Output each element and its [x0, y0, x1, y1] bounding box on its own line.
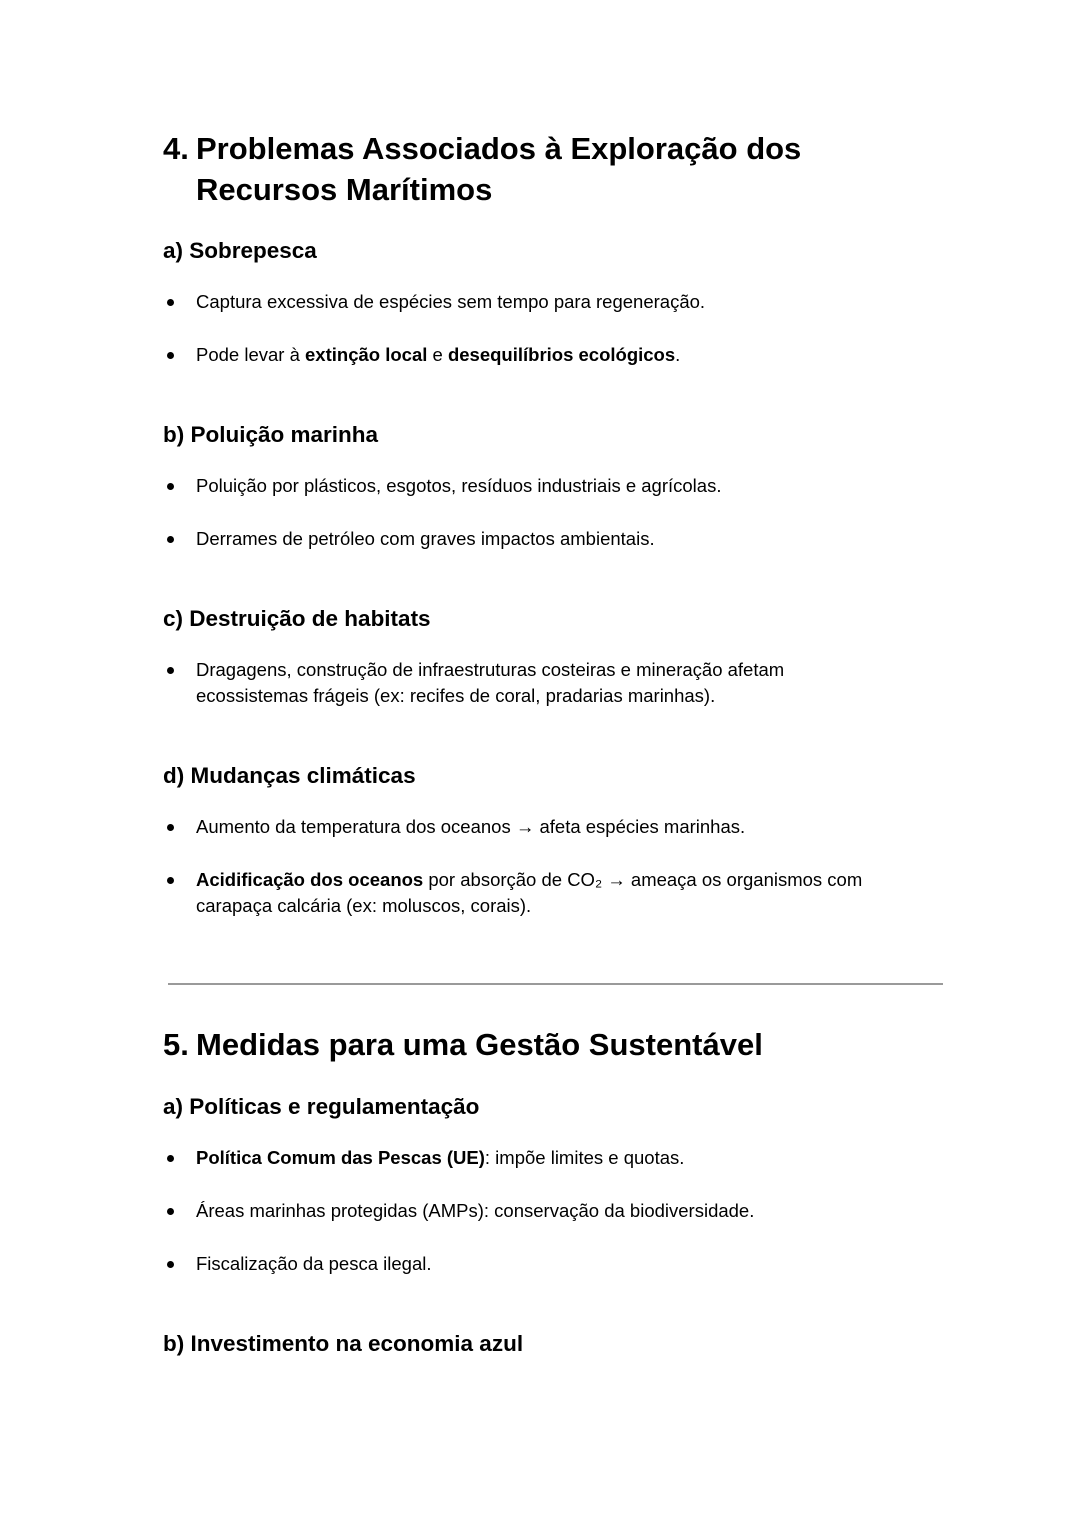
text-line: carapaça calcária (ex: moluscos, corais). [196, 895, 532, 916]
list-item [163, 1251, 963, 1277]
list-item [163, 289, 963, 315]
section-4-title-line1: Problemas Associados à Exploração dos [196, 131, 802, 166]
bold-term-acidificacao: Acidificação dos oceanos [196, 869, 424, 890]
text-run: por absorção de CO₂ → ameaça os organismos com [423, 869, 863, 890]
text-run: e [427, 344, 448, 365]
list-item-text [196, 867, 862, 919]
bold-term-desequilibrios: desequilíbrios ecológicos [447, 344, 676, 365]
text-run: : impõe limites e quotas. [484, 1147, 685, 1168]
list-item [163, 1145, 963, 1171]
subsection-heading-mudancas: d) Mudanças climáticas [163, 763, 416, 788]
list-item [163, 814, 963, 840]
list-item-text: Poluição por plásticos, esgotos, resíduos industriais e agrícolas. [196, 475, 722, 496]
list-item [163, 1198, 963, 1224]
list-item [163, 657, 963, 709]
list-item-text [196, 1145, 684, 1171]
subsection-heading-poluicao: b) Poluição marinha [163, 422, 379, 447]
section-5-heading [163, 1024, 883, 1065]
list-item [163, 867, 963, 919]
list-item [163, 473, 963, 499]
list-item-text: Aumento da temperatura dos oceanos → afeta espécies marinhas. [196, 816, 746, 837]
subsection-heading-politicas: a) Políticas e regulamentação [163, 1094, 480, 1119]
text-line: Dragagens, construção de infraestruturas costeiras e mineração afetam [196, 659, 785, 680]
subsection-heading-destruicao: c) Destruição de habitats [163, 606, 431, 631]
text-run: . [675, 344, 681, 365]
section-4-number: 4. [163, 131, 189, 166]
subsection-heading-sobrepesca: a) Sobrepesca [163, 238, 317, 263]
bold-term-politica-comum: Política Comum das Pescas (UE) [196, 1147, 485, 1168]
list-item-text [196, 342, 680, 368]
text-line: ecossistemas frágeis (ex: recifes de coral, pradarias marinhas). [196, 685, 716, 706]
list-item-text [196, 657, 784, 709]
subsection-heading-economia-azul: b) Investimento na economia azul [163, 1331, 524, 1356]
list-item-text: Fiscalização da pesca ilegal. [196, 1253, 432, 1274]
list-item [163, 526, 963, 552]
section-5-title: Medidas para uma Gestão Sustentável [196, 1027, 763, 1062]
horizontal-divider [168, 983, 943, 985]
list-item [163, 342, 963, 368]
section-5-number: 5. [163, 1027, 189, 1062]
section-4-heading [163, 128, 883, 210]
list-item-text: Áreas marinhas protegidas (AMPs): conservação da biodiversidade. [196, 1200, 755, 1221]
section-4-title [196, 128, 876, 210]
bold-term-extincao-local: extinção local [305, 344, 428, 365]
list-item-text: Captura excessiva de espécies sem tempo para regeneração. [196, 291, 706, 312]
section-4-title-line2: Recursos Marítimos [196, 172, 493, 207]
list-item-text: Derrames de petróleo com graves impactos ambientais. [196, 528, 655, 549]
text-run: Pode levar à [196, 344, 306, 365]
